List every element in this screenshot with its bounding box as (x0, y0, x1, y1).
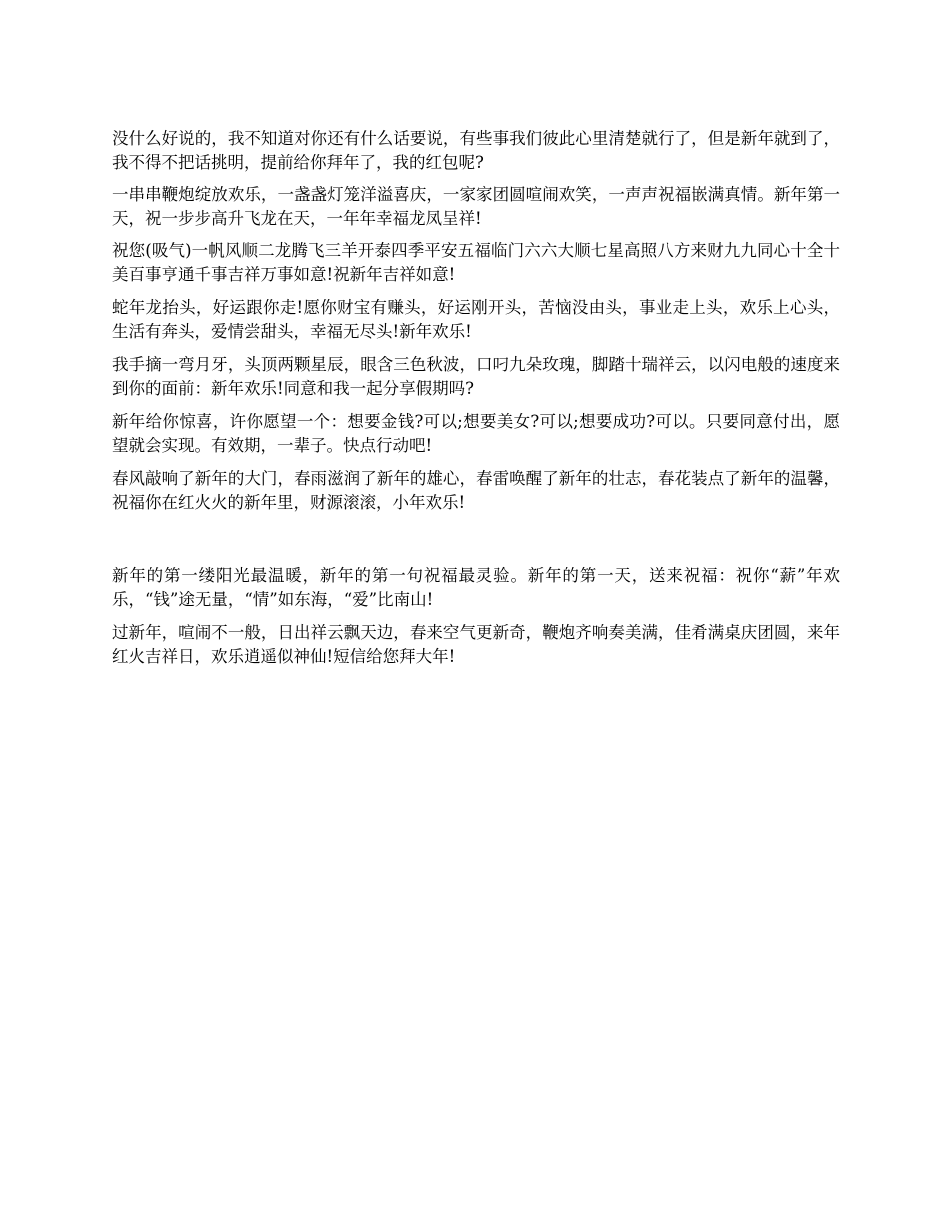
paragraph-7: 春风敲响了新年的大门，春雨滋润了新年的雄心，春雷唤醒了新年的壮志，春花装点了新年的温馨，祝福你在红火火的新年里，财源滚滚，小年欢乐! (112, 469, 840, 512)
paragraph-6: 新年给你惊喜，许你愿望一个：想要金钱?可以;想要美女?可以;想要成功?可以。只要同意付出，愿望就会实现。有效期，一辈子。快点行动吧! (112, 412, 840, 455)
paragraph-4: 蛇年龙抬头，好运跟你走!愿你财宝有赚头，好运刚开头，苦恼没由头，事业走上头，欢乐上心头，生活有奔头，爱情尝甜头，幸福无尽头!新年欢乐! (112, 298, 840, 341)
paragraph-2: 一串串鞭炮绽放欢乐，一盏盏灯笼洋溢喜庆，一家家团圆喧闹欢笑，一声声祝福嵌满真情。新年第一天，祝一步步高升飞龙在天，一年年幸福龙凤呈祥! (112, 185, 840, 228)
paragraph-1: 没什么好说的，我不知道对你还有什么话要说，有些事我们彼此心里清楚就行了，但是新年就到了，我不得不把话挑明，提前给你拜年了，我的红包呢? (112, 129, 840, 172)
paragraph-8: 新年的第一缕阳光最温暖，新年的第一句祝福最灵验。新年的第一天，送来祝福：祝你“薪”年欢乐，“钱”途无量，“情”如东海，“爱”比南山! (112, 566, 840, 609)
paragraph-9: 过新年，喧闹不一般，日出祥云飘天边，春来空气更新奇，鞭炮齐响奏美满，佳肴满桌庆团圆，来年红火吉祥日，欢乐逍遥似神仙!短信给您拜大年! (112, 623, 840, 666)
paragraph-3: 祝您(吸气)一帆风顺二龙腾飞三羊开泰四季平安五福临门六六大顺七星高照八方来财九九同心十全十美百事亨通千事吉祥万事如意!祝新年吉祥如意! (112, 241, 840, 284)
paragraph-5: 我手摘一弯月牙，头顶两颗星辰，眼含三色秋波，口叼九朵玫瑰，脚踏十瑞祥云，以闪电般的速度来到你的面前：新年欢乐!同意和我一起分享假期吗? (112, 355, 840, 398)
